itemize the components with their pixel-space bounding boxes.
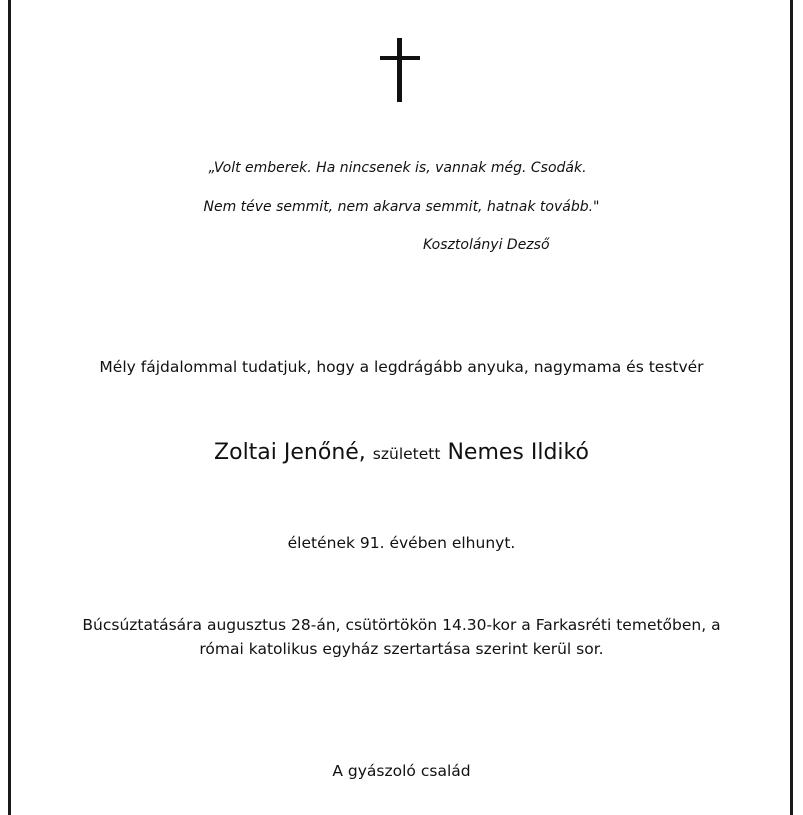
quote-line-2: Nem téve semmit, nem akarva semmit, hatnak tovább." bbox=[203, 199, 600, 215]
age-text: életének 91. évében elhunyt. bbox=[287, 534, 516, 552]
quote-author: Kosztolányi Dezső bbox=[423, 237, 550, 253]
married-name: Zoltai Jenőné, bbox=[214, 440, 366, 465]
quote-line-1: „Volt emberek. Ha nincsenek is, vannak még. Csodák. bbox=[208, 160, 587, 176]
family-signature: A gyászoló család bbox=[332, 762, 471, 780]
cross-icon bbox=[372, 38, 428, 104]
intro-text: Mély fájdalommal tudatjuk, hogy a legdrágább anyuka, nagymama és testvér bbox=[99, 358, 704, 376]
born-label: született bbox=[372, 445, 441, 463]
funeral-line-1: Búcsúztatására augusztus 28-án, csütörtökön 14.30-kor a Farkasréti temetőben, a bbox=[82, 616, 721, 634]
deceased-name bbox=[0, 440, 803, 465]
maiden-name: Nemes Ildikó bbox=[447, 440, 589, 465]
right-border bbox=[790, 0, 793, 815]
left-border bbox=[8, 0, 11, 815]
funeral-line-2: római katolikus egyház szertartása szerint kerül sor. bbox=[199, 640, 604, 658]
